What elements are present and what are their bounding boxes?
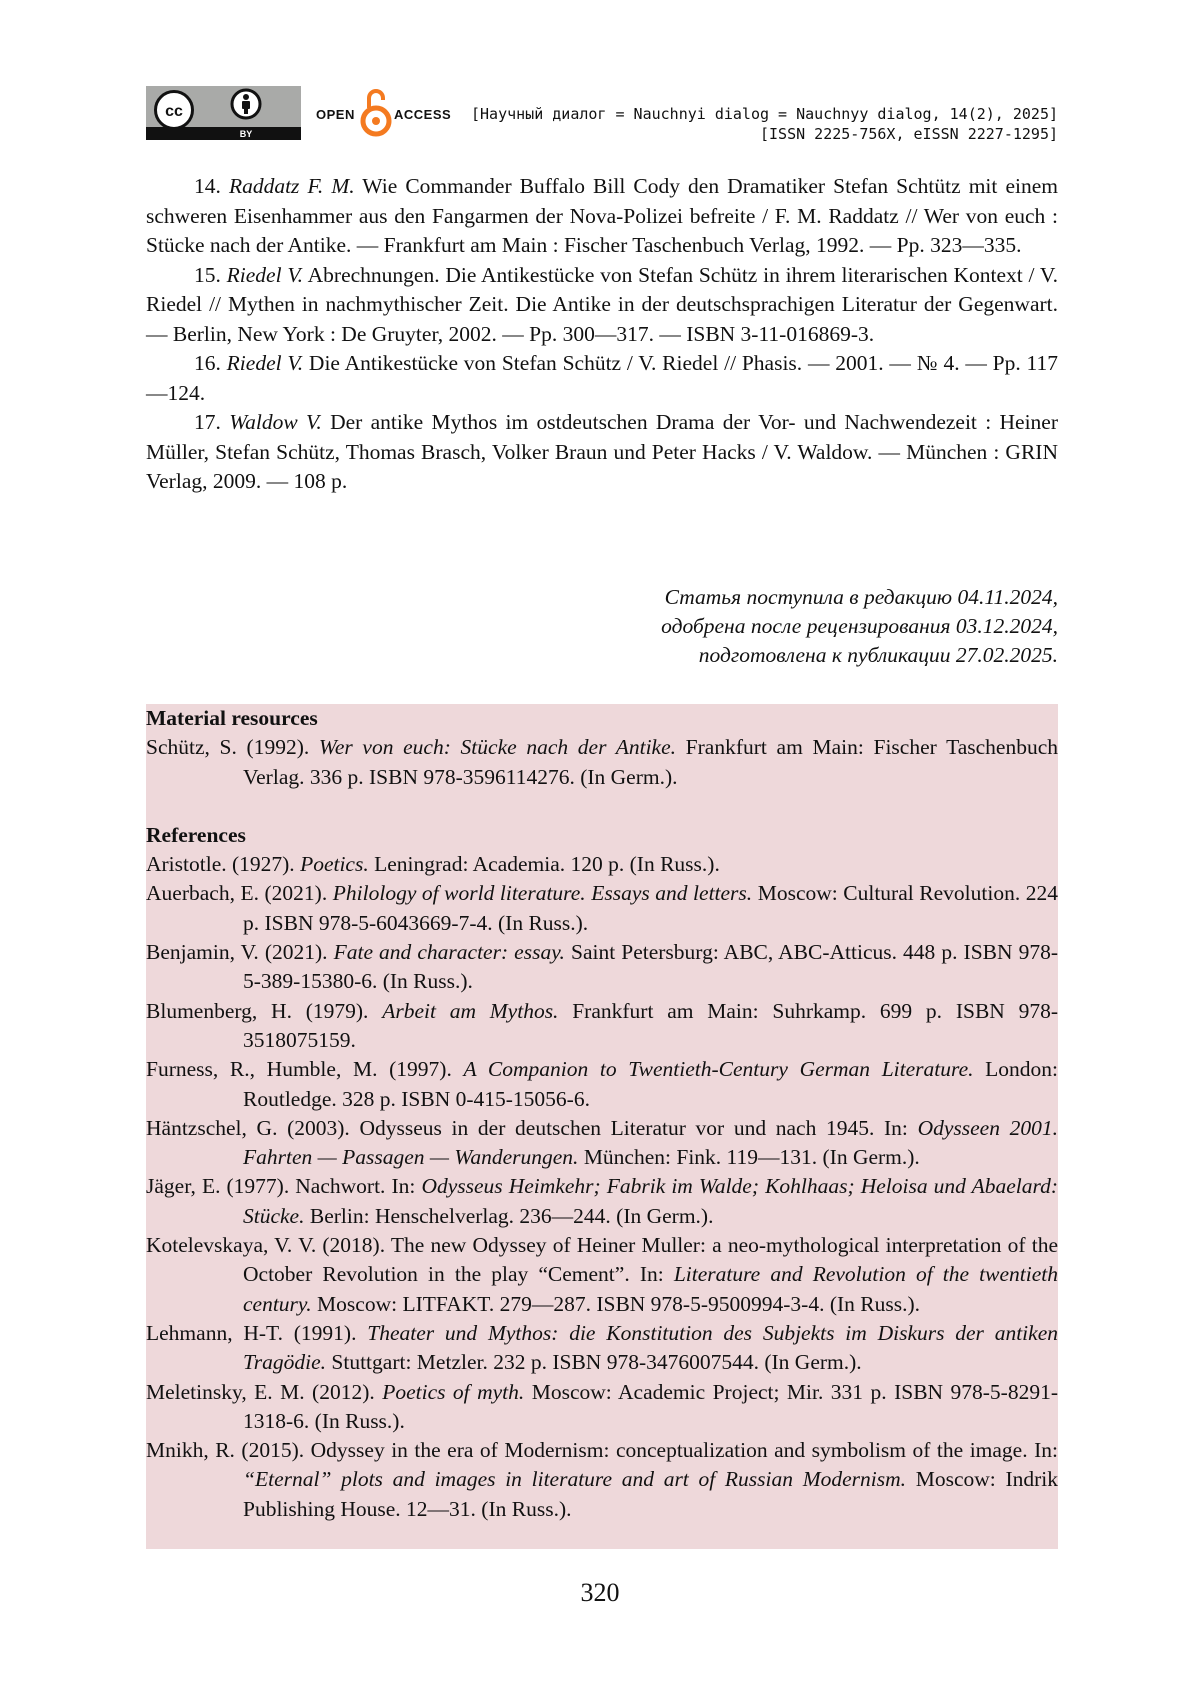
reference-entry: Meletinsky, E. M. (2012). Poetics of myth. Moscow: Academic Project; Mir. 331 p. ISBN 978-5-8291-1318-6. (In Russ.). xyxy=(146,1379,1058,1433)
reference-item: 14. Raddatz F. M. Wie Commander Buffalo Bill Cody den Dramatiker Stefan Schtütz mit einem schweren Eisenhammer aus den Fangarmen der Nova-Polizei befreite / F. M. Raddatz // Wer von euch : Stücke nach der Antike. — Frankfurt am Main : Fischer Taschenbuch Verlag, 1992. — Pp. 323—335. xyxy=(146,174,1058,257)
cc-by-label: BY xyxy=(239,129,253,139)
cc-badge-bar xyxy=(146,127,301,140)
prepared-line: подготовлена к публикации 27.02.2025. xyxy=(698,643,1058,667)
page-number: 320 xyxy=(580,1578,620,1607)
page-header xyxy=(146,86,1058,142)
reference-entry: Lehmann, H-T. (1991). Theater und Mythos: die Konstitution des Subjekts im Diskurs der antiken Tragödie. Stuttgart: Metzler. 232 p. ISBN 978-3476007544. (In Germ.). xyxy=(146,1320,1058,1375)
reference-entry: Auerbach, E. (2021). Philology of world literature. Essays and letters. Moscow: Cultural Revolution. 224 p. ISBN 978-5-6043669-7-4. (In Russ.). xyxy=(146,881,1058,935)
open-access-lock-icon xyxy=(360,86,392,140)
material-resources-heading: Material resources xyxy=(146,706,318,730)
received-line: Статья поступила в редакцию 04.11.2024, xyxy=(664,585,1058,609)
reference-entry: Jäger, E. (1977). Nachwort. In: Odysseus Heimkehr; Fabrik im Walde; Kohlhaas; Heloisa und Abaelard: Stücke. Berlin: Henschelverlag. 236—244. (In Germ.). xyxy=(146,1174,1058,1228)
transliterated-references xyxy=(146,704,1058,1524)
reference-entry: Häntzschel, G. (2003). Odysseus in der deutschen Literatur vor und nach 1945. In: Odysseen 2001. Fahrten — Passagen — Wanderungen. München: Fink. 119—131. (In Germ.). xyxy=(146,1115,1059,1170)
svg-text:cc: cc xyxy=(165,103,183,120)
attribution-person-icon xyxy=(230,88,262,120)
cc-by-license-badge[interactable] xyxy=(146,86,301,140)
oa-open-text: OPEN xyxy=(316,107,355,122)
reference-item: 15. Riedel V. Abrechnungen. Die Antikestücke von Stefan Schütz in ihrem literarischen Kontext / V. Riedel // Mythen in nachmythischer Zeit. Die Antike in der deutschsprachigen Literatur der Gegenwart. — Berlin, New York : De Gruyter, 2002. — Pp. 300—317. — ISBN 3-11-016869-3. xyxy=(146,262,1059,346)
journal-citation xyxy=(471,104,1058,144)
reference-entry: Benjamin, V. (2021). Fate and character: essay. Saint Petersburg: ABC, ABC-Atticus. 448 p. ISBN 978-5-389-15380-6. (In Russ.). xyxy=(146,940,1058,994)
reference-list-continued xyxy=(146,172,1058,497)
reference-item: 16. Riedel V. Die Antikestücke von Stefan Schütz / V. Riedel // Phasis. — 2001. — № 4. — Pp. 117—124. xyxy=(146,351,1059,405)
reference-item: 17. Waldow V. Der antike Mythos im ostdeutschen Drama der Vor- und Nachwendezeit : Heiner Müller, Stefan Schütz, Thomas Brasch, Volker Braun und Peter Hacks / V. Waldow. — München : GRIN Verlag, 2009. — 108 p. xyxy=(146,410,1058,493)
article-received-dates xyxy=(661,583,1058,670)
reference-entry: Blumenberg, H. (1979). Arbeit am Mythos. Frankfurt am Main: Suhrkamp. 699 p. ISBN 978-3518075159. xyxy=(146,998,1058,1052)
reference-entry: Aristotle. (1927). Poetics. Leningrad: Academia. 120 p. (In Russ.). xyxy=(146,852,720,877)
journal-line-2: [ISSN 2225-756X, eISSN 2227-1295] xyxy=(759,125,1058,143)
reference-entry: Kotelevskaya, V. V. (2018). The new Odyssey of Heiner Muller: a neo-mythological interpretation of the October Revolution in the play “Cement”. In: Literature and Revolution of the twentieth century. Moscow: LITFAKT. 279—287. ISBN 978-5-9500994-3-4. (In Russ.). xyxy=(146,1233,1058,1316)
reference-entry: Furness, R., Humble, M. (1997). A Companion to Twentieth-Century German Literature. London: Routledge. 328 p. ISBN 0-415-15056-6. xyxy=(146,1057,1059,1111)
oa-access-text: ACCESS xyxy=(394,107,452,122)
reference-entry: Mnikh, R. (2015). Odyssey in the era of Modernism: conceptualization and symbolism of the image. In: “Eternal” plots and images in literature and art of Russian Modernism. Moscow: Indrik Publishing House. 12—31. (In Russ.). xyxy=(146,1438,1058,1521)
approved-line: одобрена после рецензирования 03.12.2024, xyxy=(661,614,1058,638)
cc-icon xyxy=(154,90,194,130)
journal-line-1: [Научный диалог = Nauchnyi dialog = Nauchnyy dialog, 14(2), 2025] xyxy=(471,105,1058,123)
references-heading: References xyxy=(146,822,246,847)
material-entry: Schütz, S. (1992). Wer von euch: Stücke nach der Antike. Frankfurt am Main: Fischer Taschenbuch Verlag. 336 p. ISBN 978-3596114276. (In Germ.). xyxy=(146,735,1058,789)
